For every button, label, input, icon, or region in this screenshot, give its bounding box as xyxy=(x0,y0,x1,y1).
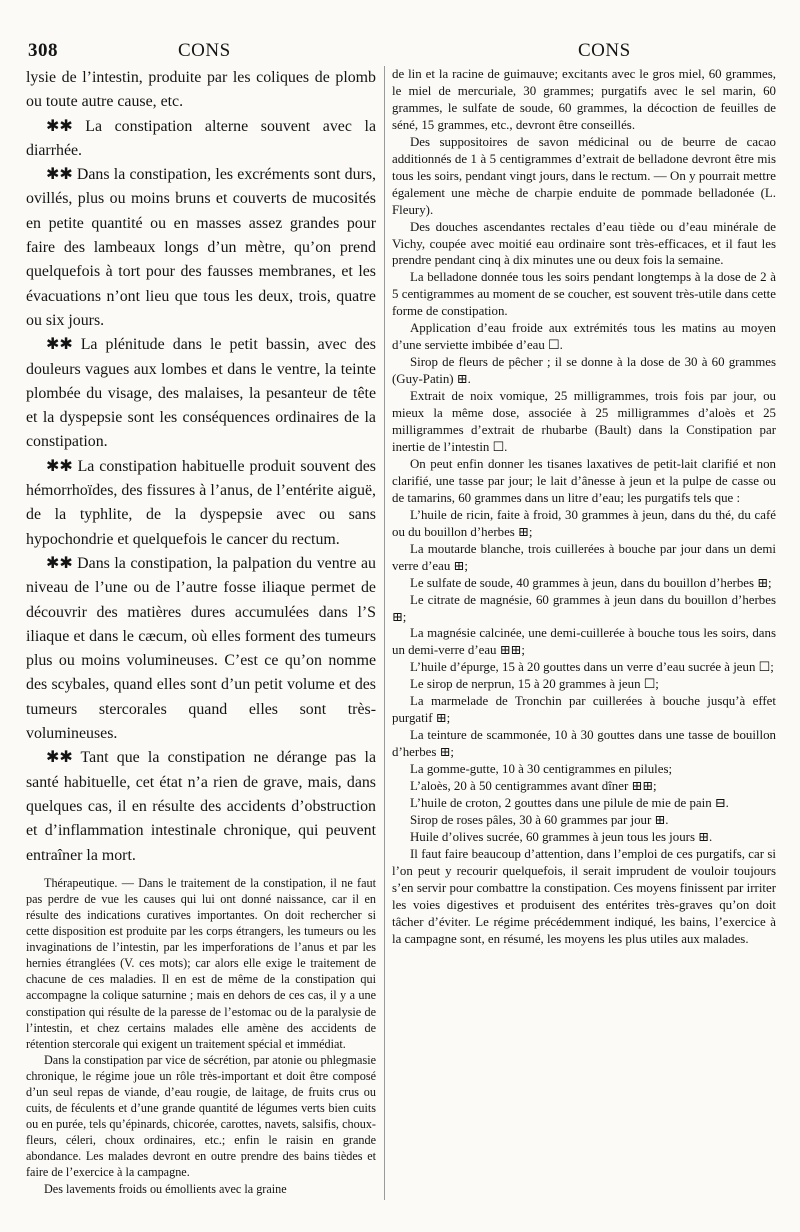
paragraph: Dans la constipation par vice de sécrétion, par atonie ou phlegmasie chronique, le régime joue un rôle très-important et doit être composé d’un seul repas de viande, d’eau rougie, de laitage, de fruits crus ou cuits, de féculents et d’une grande quantité de légumes verts bien cuits ou en purée, tels qu’épinards, chicorée, carottes, navets, salsifis, choux-fleurs, céleri, choux ordinaires, etc.; enfin le raisin en grande abondance. Les malades devront en outre prendre des bains tièdes et faire de l’exercice à la campagne. xyxy=(26,1052,376,1180)
paragraph: lysie de l’intestin, produite par les coliques de plomb ou toute autre cause, etc. xyxy=(26,69,376,111)
paragraph: Application d’eau froide aux extrémités tous les matins au moyen d’une serviette imbibée d’eau ☐. xyxy=(392,321,776,353)
paragraph: Des suppositoires de savon médicinal ou de beurre de cacao additionnés de 1 à 5 centigrammes d’extrait de belladone devront être mis tous les soirs, pendant vingt jours, dans le rectum. — On y pourrait mettre également une mèche de charpie enduite de pommade belladonée (L. Fleury). xyxy=(392,134,776,217)
paragraph: L’aloès, 20 à 50 centigrammes avant dîner ⊞⊞; xyxy=(410,779,657,794)
paragraph: Sirop de fleurs de pêcher ; il se donne à la dose de 30 à 60 grammes (Guy-Patin) ⊞. xyxy=(392,355,776,387)
therapeutics-section xyxy=(26,875,376,1197)
page-number: 308 xyxy=(28,40,58,61)
paragraph: Sirop de roses pâles, 30 à 60 grammes par jour ⊞. xyxy=(410,812,669,827)
column-divider xyxy=(384,66,385,1200)
paragraph: ✱✱ Tant que la constipation ne dérange pas la santé habituelle, cet état n’a rien de grave, mais, dans quelques cas, il en résulte des accidents d’obstruction et d’inflammation intestinale chronique, qui peuvent entraîner la mort. xyxy=(26,749,376,864)
paragraph: ✱✱ La constipation alterne souvent avec la diarrhée. xyxy=(26,117,376,159)
paragraph: Extrait de noix vomique, 25 milligrammes, trois fois par jour, ou mieux la même dose, associée à 25 milligrammes d’aloès et 25 milligrammes d’extrait de rhubarbe (Bault) dans la Constipation par inertie de l’intestin ☐. xyxy=(392,389,776,454)
paragraph: Il faut faire beaucoup d’attention, dans l’emploi de ces purgatifs, car si l’on peut y recourir quelquefois, il serait imprudent de vouloir toujours s’en servir pour combattre la constipation. Ces moyens finissent par irriter les voies digestives et produisent des entérites très-graves qu’on doit tâcher d’éviter. Le régime précédemment indiqué, les bains, l’exercice à la campagne sont, en résumé, les moyens les plus utiles aux malades. xyxy=(392,846,776,946)
symptoms-section xyxy=(26,66,376,868)
paragraph: La gomme-gutte, 10 à 30 centigrammes en pilules; xyxy=(410,762,673,777)
paragraph: La magnésie calcinée, une demi-cuillerée à bouche tous les soirs, dans un demi-verre d’eau ⊞⊞; xyxy=(392,626,776,658)
paragraph: ✱✱ Dans la constipation, la palpation du ventre au niveau de l’une ou de l’autre fosse iliaque permet de découvrir des matières dures accumulées dans l’S iliaque et dans le cæcum, où elles forment des tumeurs plus ou moins volumineuses. C’est ce qu’on nomme des scybales, quand elles sont d’un petit volume et des tumeurs stercorales quand elles sont très-volumineuses. xyxy=(26,554,376,743)
paragraph: Des douches ascendantes rectales d’eau tiède ou d’eau minérale de Vichy, coupée avec moitié eau ordinaire sont très-efficaces, et il faut les prendre pendant cinq à dix minutes une ou deux fois la semaine. xyxy=(392,219,776,268)
paragraph: Thérapeutique. — Dans le traitement de la constipation, il ne faut pas perdre de vue les causes qui lui ont donné naissance, car il en résulte des indications curatives importantes. On doit rechercher si cette disposition est produite par les corps étrangers, les tumeurs ou les invaginations de l’intestin, par les imperforations de l’anus et par les hernies étranglées (V. ces mots); car alors elle exige le traitement de chacune de ces maladies. Il en est de même de la constipation qui accompagne la colique saturnine ; mais en dehors de ces cas, il y a une constipation qui résulte de la paresse de l’estomac ou de la paralysie de l’intestin, et chez certains malades elle amène des accidents de rétention stercorale qui exigent un traitement spécial et immédiat. xyxy=(26,875,376,1051)
paragraph: Huile d’olives sucrée, 60 grammes à jeun tous les jours ⊞. xyxy=(410,829,713,844)
paragraph: La teinture de scammonée, 10 à 30 gouttes dans une tasse de bouillon d’herbes ⊞; xyxy=(392,728,776,760)
right-column xyxy=(392,66,776,948)
paragraph: On peut enfin donner les tisanes laxatives de petit-lait clarifié et non clarifié, une tasse par jour; le lait d’ânesse à jeun et la pulpe de casse ou de tamarins, 60 grammes dans un litre d’eau; les purgatifs tels que : xyxy=(392,456,776,505)
paragraph: L’huile de ricin, faite à froid, 30 grammes à jeun, dans du thé, du café ou du bouillon d’herbes ⊞; xyxy=(392,507,776,539)
paragraph: L’huile de croton, 2 gouttes dans une pilule de mie de pain ⊟. xyxy=(410,795,729,810)
running-title-right: CONS xyxy=(578,40,631,61)
paragraph: Le sulfate de soude, 40 grammes à jeun, dans du bouillon d’herbes ⊞; xyxy=(410,575,772,590)
paragraph: ✱✱ Dans la constipation, les excréments sont durs, ovillés, plus ou moins bruns et couverts de mucosités en petite quantité ou en masses assez grandes pour faire des lambeaux longs d’un mètre, qu’on prend quelquefois à tort pour des fausses membranes, et les évacuations n’ont lieu que tous les deux, trois, quatre ou six jours. xyxy=(26,166,376,329)
paragraph: Le sirop de nerprun, 15 à 20 grammes à jeun ☐; xyxy=(410,677,659,692)
paragraph: Des lavements froids ou émollients avec la graine xyxy=(44,1181,287,1196)
paragraph: La belladone donnée tous les soirs pendant longtemps à la dose de 2 à 5 centigrammes au moment de se coucher, est souvent très-utile dans cette forme de constipation. xyxy=(392,270,776,319)
paragraph: de lin et la racine de guimauve; excitants avec le gros miel, 60 grammes, le miel de mercuriale, 30 grammes; purgatifs avec le sel marin, 60 grammes, le sulfate de soude, 60 grammes, la décoction de feuilles de séné, 15 grammes, etc., devront être conseillés. xyxy=(392,67,776,132)
paragraph: L’huile d’épurge, 15 à 20 gouttes dans un verre d’eau sucrée à jeun ☐; xyxy=(410,660,774,675)
paragraph: ✱✱ La plénitude dans le petit bassin, avec des douleurs vagues aux lombes et dans le ventre, la teinte plombée du visage, des malaises, la pesanteur de tête et la dyspepsie sont les conséquences ordinaires de la constipation. xyxy=(26,336,376,451)
paragraph: La marmelade de Tronchin par cuillerées à bouche jusqu’à effet purgatif ⊞; xyxy=(392,694,776,726)
paragraph: Le citrate de magnésie, 60 grammes à jeun dans du bouillon d’herbes ⊞; xyxy=(392,592,776,624)
running-title-left: CONS xyxy=(178,40,231,61)
running-header xyxy=(28,40,788,66)
left-column xyxy=(26,66,376,1197)
paragraph: La moutarde blanche, trois cuillerées à bouche par jour dans un demi verre d’eau ⊞; xyxy=(392,541,776,573)
paragraph: ✱✱ La constipation habituelle produit souvent des hémorrhoïdes, des fissures à l’anus, de l’entérite aiguë, de la typhlite, de la dyspepsie avec ou sans hypochondrie et quelquefois le cancer du rectum. xyxy=(26,457,376,548)
